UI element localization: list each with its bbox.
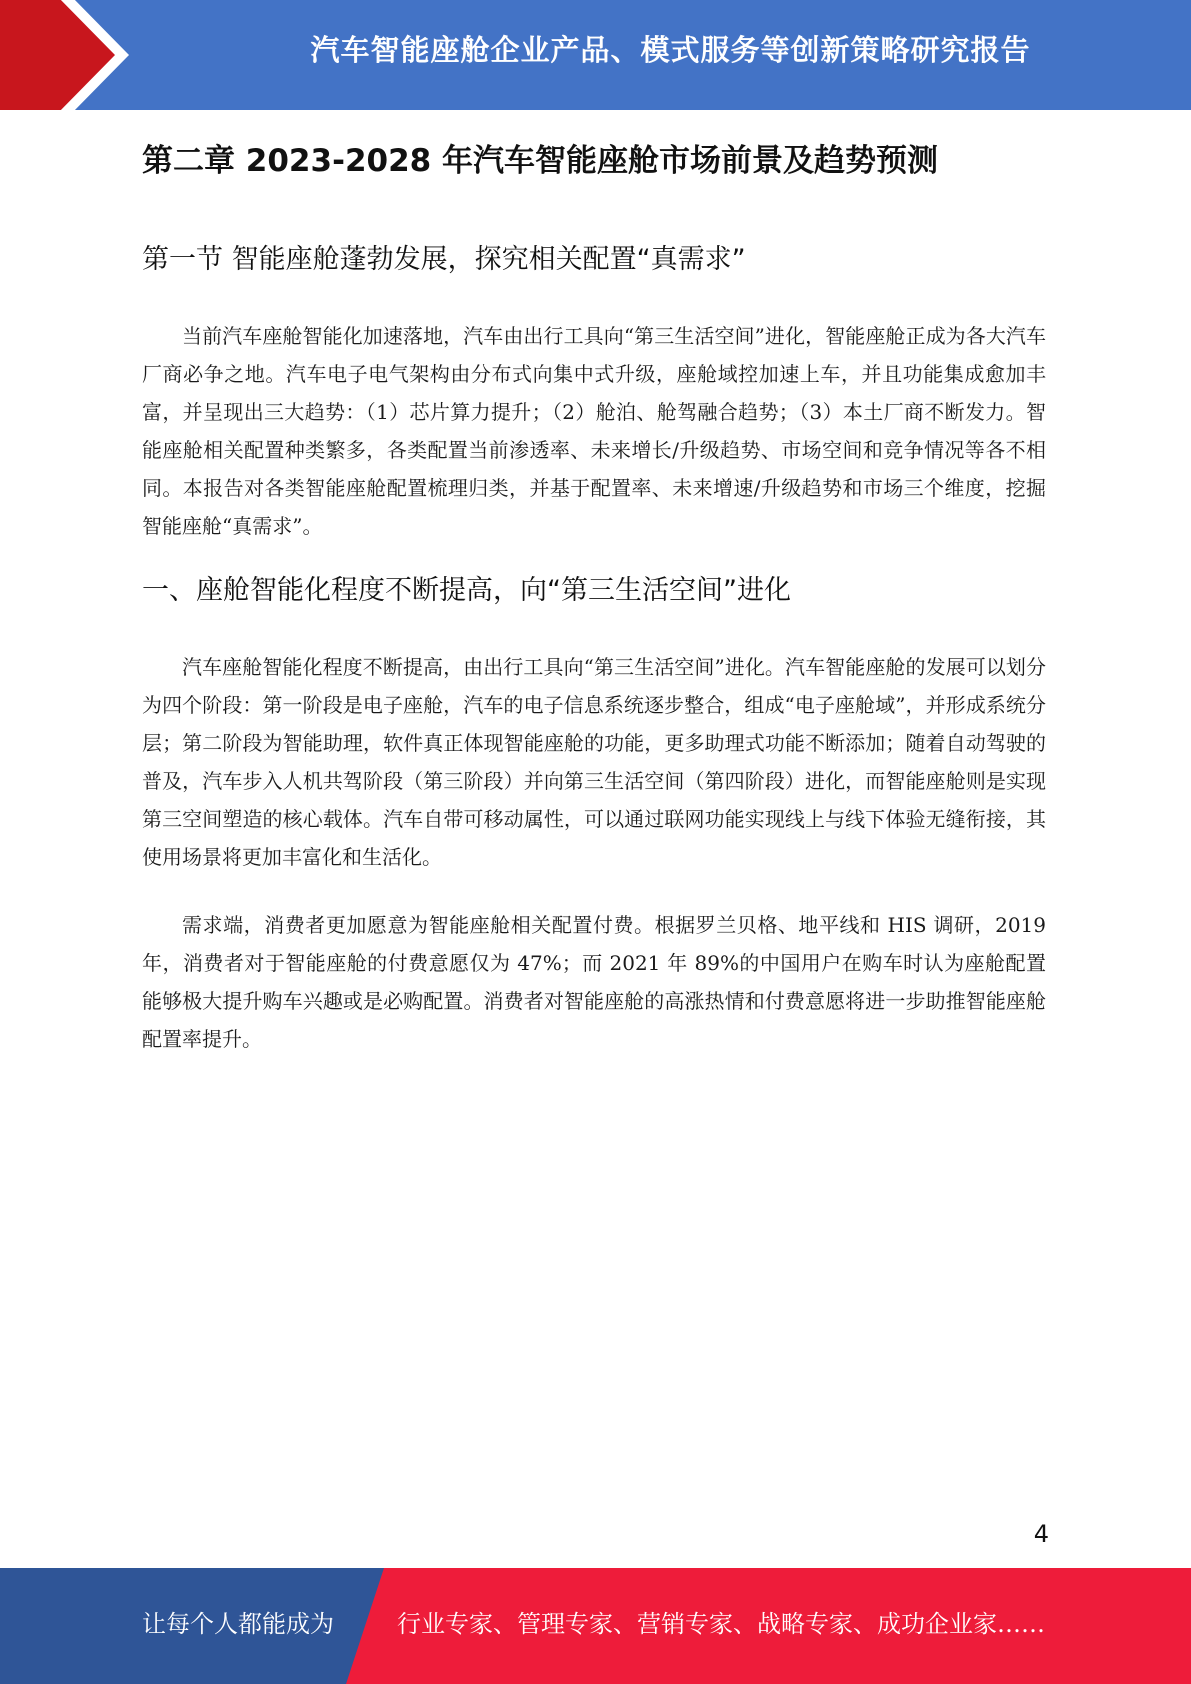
- header-band: [0, 0, 1191, 110]
- chapter-title: 第二章 2023-2028 年汽车智能座舱市场前景及趋势预测: [142, 143, 939, 179]
- report-title: 汽车智能座舱企业产品、模式服务等创新策略研究报告: [310, 33, 1031, 67]
- subsection-title: 一、座舱智能化程度不断提高，向“第三生活空间”进化: [142, 575, 791, 606]
- footer-band: [0, 1568, 1191, 1684]
- header-arrow-red-chevron: [0, 0, 118, 110]
- footer-slogan-right: 行业专家、管理专家、营销专家、战略专家、成功企业家……: [397, 1610, 1045, 1638]
- header-arrow-decoration: [0, 0, 160, 110]
- paragraph-intro: 当前汽车座舱智能化加速落地，汽车由出行工具向“第三生活空间”进化，智能座舱正成为各大汽车厂商必争之地。汽车电子电气架构由分布式向集中式升级，座舱域控加速上车，并且功能集成愈加丰富，并呈现出三大趋势：（1）芯片算力提升；（2）舱泊、舱驾融合趋势；（3）本土厂商不断发力。智能座舱相关配置种类繁多，各类配置当前渗透率、未来增长/升级趋势、市场空间和竞争情况等各不相同。本报告对各类智能座舱配置梳理归类，并基于配置率、未来增速/升级趋势和市场三个维度，挖掘智能座舱“真需求”。: [142, 324, 1046, 538]
- page-number: 4: [1033, 1520, 1049, 1548]
- paragraph-consumer-demand: 需求端，消费者更加愿意为智能座舱相关配置付费。根据罗兰贝格、地平线和 HIS 调研，2019 年，消费者对于智能座舱的付费意愿仅为 47%；而 2021 年 89%的中国用户在购车时认为座舱配置能够极大提升购车兴趣或是必购配置。消费者对智能座舱的高涨热情和付费意愿将进一步助推智能座舱配置率提升。: [142, 913, 1046, 1051]
- section-title: 第一节 智能座舱蓬勃发展，探究相关配置“真需求”: [142, 244, 746, 275]
- paragraph-cockpit-evolution: 汽车座舱智能化程度不断提高，由出行工具向“第三生活空间”进化。汽车智能座舱的发展可以划分为四个阶段：第一阶段是电子座舱，汽车的电子信息系统逐步整合，组成“电子座舱域”，并形成系统分层；第二阶段为智能助理，软件真正体现智能座舱的功能，更多助理式功能不断添加；随着自动驾驶的普及，汽车步入人机共驾阶段（第三阶段）并向第三生活空间（第四阶段）进化，而智能座舱则是实现第三空间塑造的核心载体。汽车自带可移动属性，可以通过联网功能实现线上与线下体验无缝衔接，其使用场景将更加丰富化和生活化。: [142, 655, 1046, 869]
- footer-slogan-left: 让每个人都能成为: [142, 1610, 334, 1638]
